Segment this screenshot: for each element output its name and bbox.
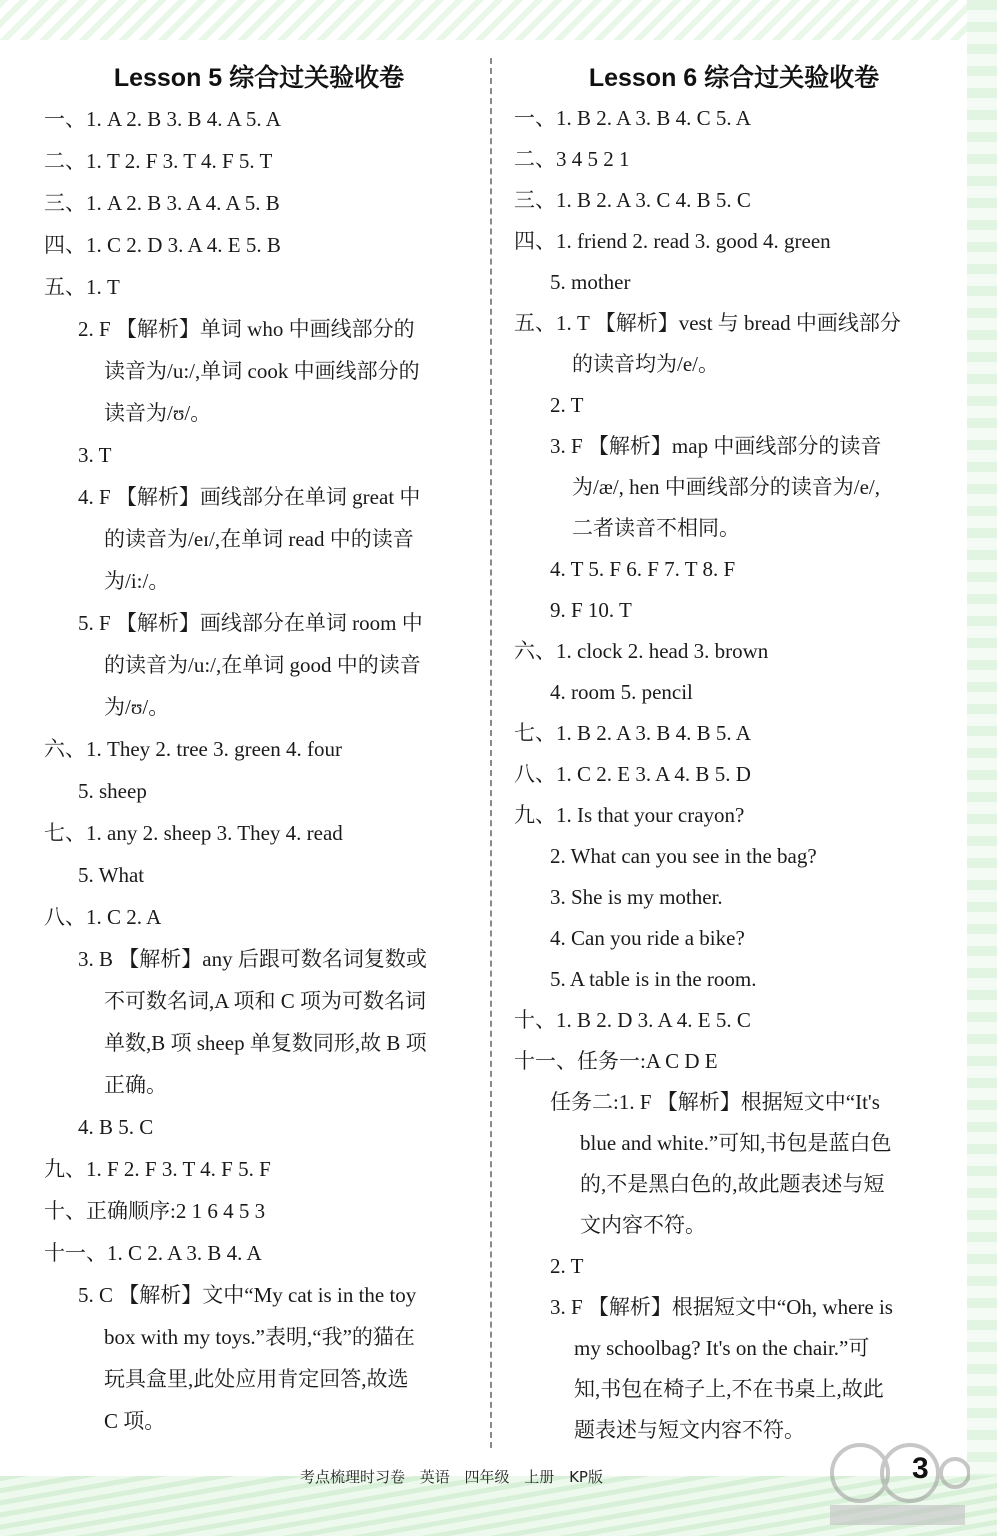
answer-line: 5. sheep — [78, 779, 147, 803]
answer-line: 十一、1. C 2. A 3. B 4. A — [44, 1241, 262, 1265]
answer-line: 玩具盒里,此处应用肯定回答,故选 — [104, 1367, 409, 1391]
answer-line: 4. room 5. pencil — [550, 680, 693, 704]
answer-line: 4. Can you ride a bike? — [550, 926, 745, 950]
answer-line: 一、1. A 2. B 3. B 4. A 5. A — [44, 107, 281, 131]
answer-line: 正确。 — [104, 1073, 167, 1097]
page-footer: 考点梳理时习卷 英语 四年级 上册 KP版 — [300, 1468, 603, 1486]
answer-line: 十、正确顺序:2 1 6 4 5 3 — [44, 1199, 266, 1223]
answer-line: 的读音为/u:/,在单词 good 中的读音 — [104, 653, 421, 677]
top-wave-decoration — [0, 0, 997, 40]
answer-line: 为/ʊ/。 — [104, 695, 170, 719]
column-divider — [490, 58, 492, 1448]
answer-line: 九、1. F 2. F 3. T 4. F 5. F — [44, 1157, 271, 1181]
answer-line: 4. B 5. C — [78, 1115, 154, 1139]
answer-line: 4. F 【解析】画线部分在单词 great 中 — [78, 485, 421, 509]
answer-line: 5. A table is in the room. — [550, 967, 757, 991]
answer-line: 3. F 【解析】map 中画线部分的读音 — [550, 434, 882, 458]
answer-line: 七、1. B 2. A 3. B 4. B 5. A — [514, 721, 751, 745]
answer-line: 读音为/ʊ/。 — [104, 401, 212, 425]
answer-line: 3. She is my mother. — [550, 885, 723, 909]
right-wave-decoration — [967, 0, 997, 1536]
page-number: 3 — [912, 1452, 929, 1485]
answer-line: 为/i:/。 — [104, 569, 170, 593]
answer-line: 任务二:1. F 【解析】根据短文中“It's — [550, 1090, 880, 1114]
answer-line: 八、1. C 2. A — [44, 905, 162, 929]
right-column — [514, 58, 954, 1451]
answer-line: 3. T — [78, 443, 112, 467]
answer-line: C 项。 — [104, 1409, 166, 1433]
answer-line: 二、3 4 5 2 1 — [514, 147, 630, 171]
answer-line: 5. C 【解析】文中“My cat is in the toy — [78, 1283, 417, 1307]
answer-line: 三、1. B 2. A 3. C 4. B 5. C — [514, 188, 751, 212]
answer-line: 2. T — [550, 1254, 584, 1278]
answer-line: 四、1. C 2. D 3. A 4. E 5. B — [44, 233, 281, 257]
answer-line: 9. F 10. T — [550, 598, 632, 622]
answer-line: 九、1. Is that your crayon? — [514, 803, 745, 827]
answer-line: 3. F 【解析】根据短文中“Oh, where is — [550, 1295, 893, 1319]
answer-line: 六、1. They 2. tree 3. green 4. four — [44, 737, 342, 761]
answer-line: 的读音均为/e/。 — [572, 352, 719, 376]
left-title: Lesson 5 综合过关验收卷 — [113, 64, 405, 92]
answer-line: box with my toys.”表明,“我”的猫在 — [104, 1325, 415, 1349]
answer-line: 十、1. B 2. D 3. A 4. E 5. C — [514, 1008, 751, 1032]
answer-line: 文内容不符。 — [580, 1213, 706, 1237]
answer-line: 的读音为/eɪ/,在单词 read 中的读音 — [104, 527, 414, 551]
answer-line: 二、1. T 2. F 3. T 4. F 5. T — [44, 149, 273, 173]
answer-line: 三、1. A 2. B 3. A 4. A 5. B — [44, 191, 280, 215]
answer-line: 知,书包在椅子上,不在书桌上,故此 — [574, 1377, 884, 1401]
answer-line: 4. T 5. F 6. F 7. T 8. F — [550, 557, 736, 581]
answer-line: 5. mother — [550, 270, 631, 294]
answer-line: 八、1. C 2. E 3. A 4. B 5. D — [514, 762, 751, 786]
answer-line: 2. F 【解析】单词 who 中画线部分的 — [78, 317, 415, 341]
answer-line: 五、1. T 【解析】vest 与 bread 中画线部分 — [514, 311, 901, 335]
answer-line: 5. What — [78, 863, 145, 887]
watermark-logo — [800, 1435, 970, 1530]
answer-line: 为/æ/, hen 中画线部分的读音为/e/, — [572, 475, 880, 499]
left-column — [44, 58, 474, 1442]
answer-line: 一、1. B 2. A 3. B 4. C 5. A — [514, 106, 751, 130]
answer-line: 题表述与短文内容不符。 — [574, 1418, 805, 1442]
answer-line: 二者读音不相同。 — [572, 516, 740, 540]
answer-line: 3. B 【解析】any 后跟可数名词复数或 — [78, 947, 427, 971]
answer-line: 5. F 【解析】画线部分在单词 room 中 — [78, 611, 423, 635]
answer-line: 六、1. clock 2. head 3. brown — [514, 639, 769, 663]
answer-line: 读音为/u:/,单词 cook 中画线部分的 — [104, 359, 420, 383]
answer-line: my schoolbag? It's on the chair.”可 — [574, 1336, 870, 1360]
answer-line: 2. T — [550, 393, 584, 417]
answer-line: 四、1. friend 2. read 3. good 4. green — [514, 229, 831, 253]
answer-line: 的,不是黑白色的,故此题表述与短 — [580, 1172, 885, 1196]
answer-line: 单数,B 项 sheep 单复数同形,故 B 项 — [104, 1031, 427, 1055]
answer-line: 不可数名词,A 项和 C 项为可数名词 — [104, 989, 427, 1013]
right-title: Lesson 6 综合过关验收卷 — [588, 64, 880, 92]
answer-line: 五、1. T — [44, 275, 120, 299]
answer-line: 2. What can you see in the bag? — [550, 844, 817, 868]
answer-line: 十一、任务一:A C D E — [514, 1049, 718, 1073]
answer-line: 七、1. any 2. sheep 3. They 4. read — [44, 821, 343, 845]
answer-line: blue and white.”可知,书包是蓝白色 — [580, 1131, 892, 1155]
